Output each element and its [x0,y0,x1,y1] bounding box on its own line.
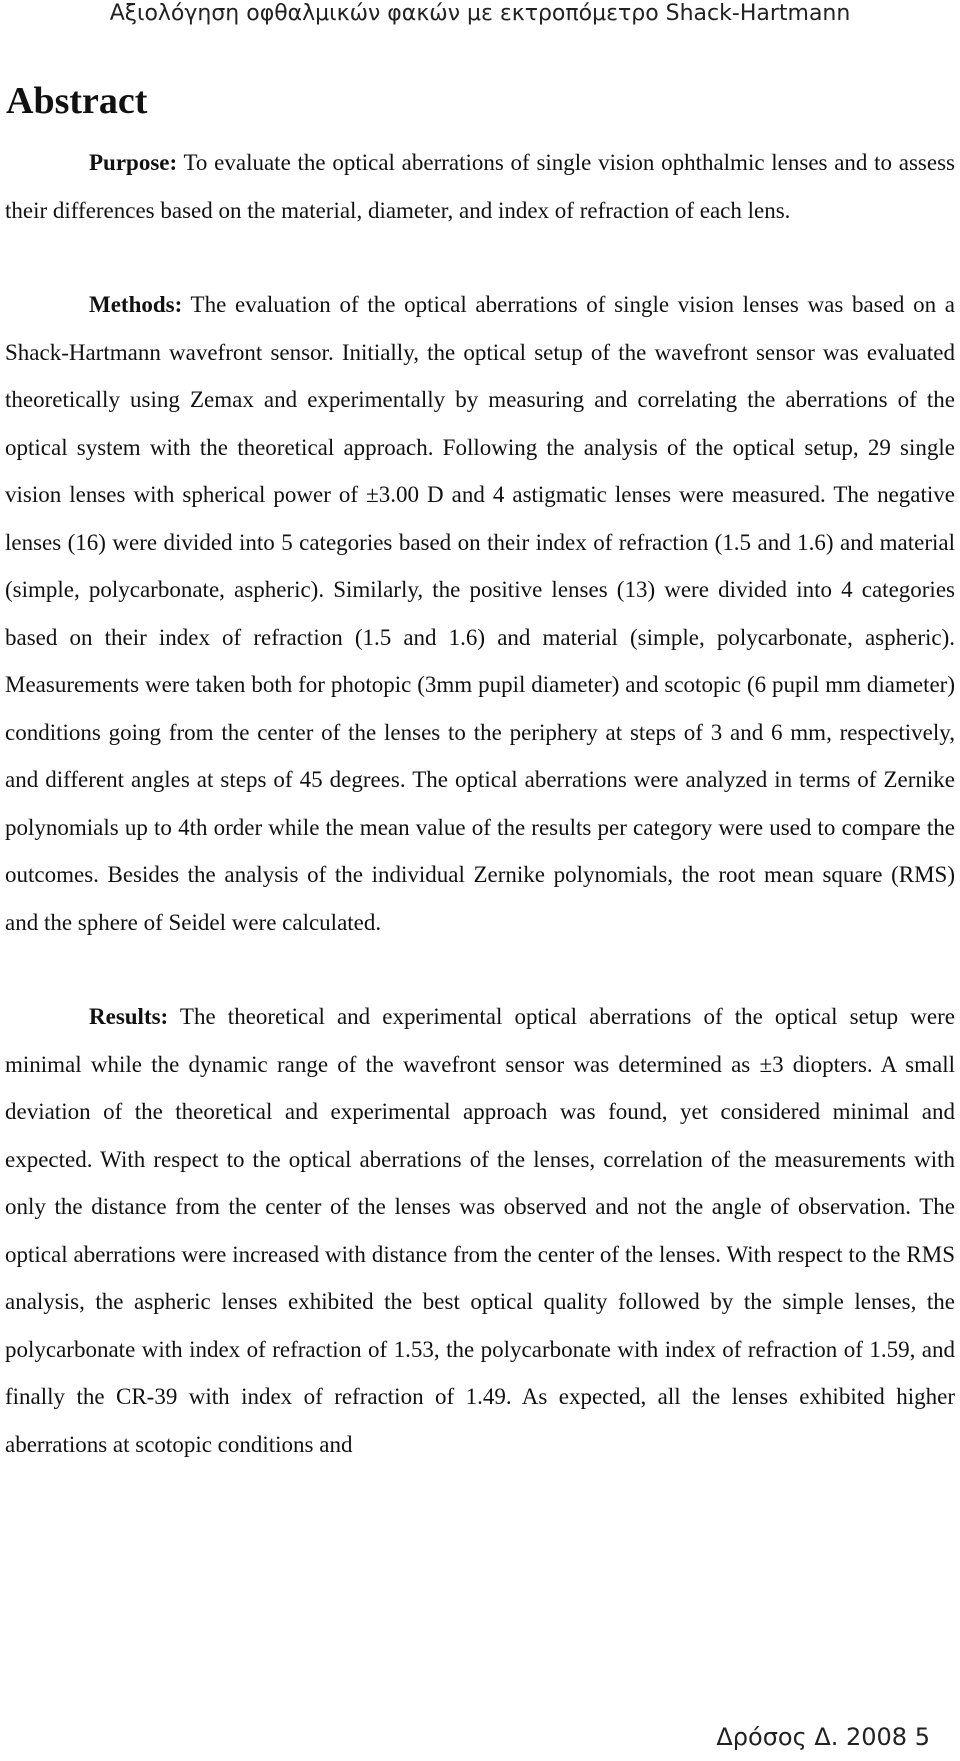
abstract-title: Abstract [6,80,148,122]
footer-author-year: Δρόσος Δ. 2008 [716,1723,908,1751]
page-footer [716,1722,930,1752]
page-number: 5 [914,1723,930,1751]
methods-text: The evaluation of the optical aberrations of single vision lenses was based on a Shack-Hartmann wavefront sensor. Initially, the optical setup of the wavefront sensor was evaluated theoretically using Zemax and experimentally by measuring and correlating the aberrations of the optical system with the theoretical approach. Following the analysis of the optical setup, 29 single vision lenses with spherical power of ±3.00 D and 4 astigmatic lenses were measured. The negative lenses (16) were divided into 5 categories based on their index of refraction (1.5 and 1.6) and material (simple, polycarbonate, aspheric). Similarly, the positive lenses (13) were divided into 4 categories based on their index of refraction (1.5 and 1.6) and material (simple, polycarbonate, aspheric). Measurements were taken both for photopic (3mm pupil diameter) and scotopic (6 pupil mm diameter) conditions going from the center of the lenses to the periphery at steps of 3 and 6 mm, respectively, and different angles at steps of 45 degrees. The optical aberrations were analyzed in terms of Zernike polynomials up to 4th order while the mean value of the results per category were used to compare the outcomes. Besides the analysis of the individual Zernike polynomials, the root mean square (RMS) and the sphere of Seidel were calculated. [5,292,955,935]
methods-label: Methods: [89,292,183,317]
purpose-paragraph [5,139,955,234]
abstract-body [5,139,955,1468]
running-header-title: Αξιολόγηση οφθαλμικών φακών με εκτροπόμετρο Shack-Hartmann [109,1,851,26]
methods-paragraph [5,281,955,946]
purpose-label: Purpose: [89,150,178,175]
running-header [0,0,960,28]
purpose-text: To evaluate the optical aberrations of single vision ophthalmic lenses and to assess their differences based on the material, diameter, and index of refraction of each lens. [5,150,955,223]
results-label: Results: [89,1004,169,1029]
results-text: The theoretical and experimental optical aberrations of the optical setup were minimal while the dynamic range of the wavefront sensor was determined as ±3 diopters. A small deviation of the theoretical and experimental approach was found, yet considered minimal and expected. With respect to the optical aberrations of the lenses, correlation of the measurements with only the distance from the center of the lenses was observed and not the angle of observation. The optical aberrations were increased with distance from the center of the lenses. With respect to the RMS analysis, the aspheric lenses exhibited the best optical quality followed by the simple lenses, the polycarbonate with index of refraction of 1.53, the polycarbonate with index of refraction of 1.59, and finally the CR-39 with index of refraction of 1.49. As expected, all the lenses exhibited higher aberrations at scotopic conditions and [5,1004,955,1457]
results-paragraph [5,993,955,1468]
